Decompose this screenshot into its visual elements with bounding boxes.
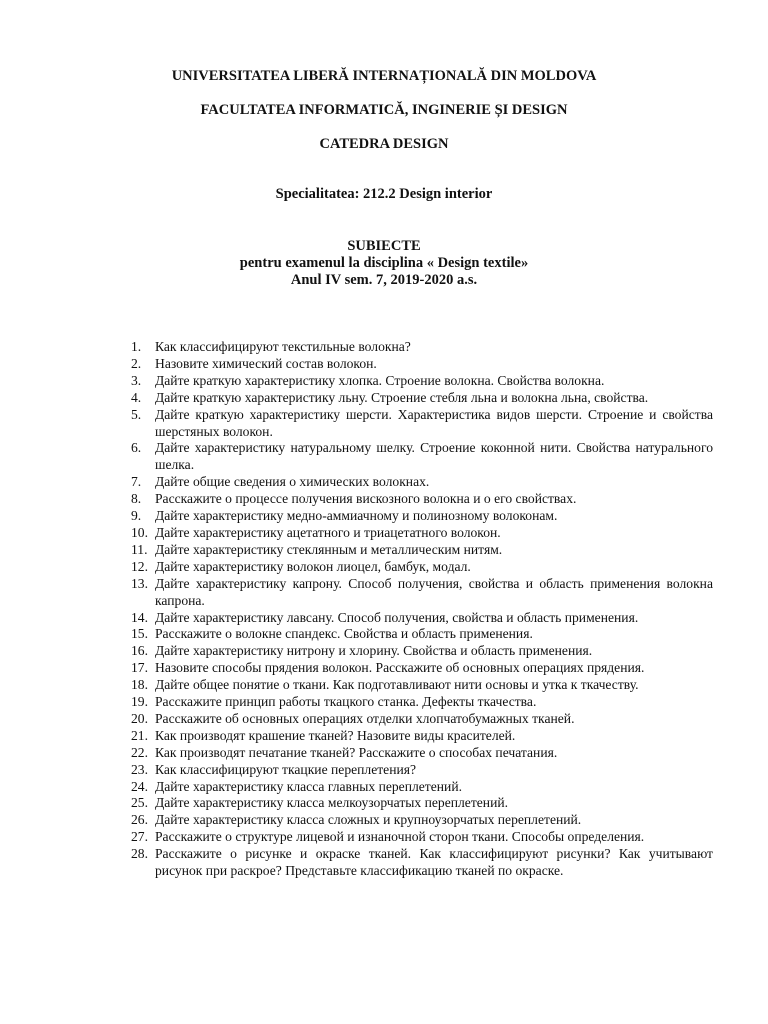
question-number: 21. [131, 727, 148, 743]
question-text: Дайте характеристику капрону. Способ получения, свойства и область применения волокна капрона. [155, 575, 713, 608]
question-number: 25. [131, 795, 148, 811]
question-number: 3. [131, 372, 142, 388]
question-item [0, 373, 713, 390]
question-number: 8. [131, 491, 142, 507]
question-number: 12. [131, 558, 148, 574]
question-number: 17. [131, 660, 148, 676]
question-number: 6. [131, 440, 142, 456]
question-text: Дайте характеристику нитрону и хлорину. Свойства и область применения. [155, 643, 593, 659]
question-number: 27. [131, 829, 148, 845]
question-number: 13. [131, 575, 148, 591]
question-item [0, 762, 713, 779]
question-text: Дайте характеристику натуральному шелку. Строение коконной нити. Свойства натурального шелка. [155, 440, 713, 473]
question-text: Дайте характеристику класса сложных и крупноузорчатых переплетений. [155, 812, 582, 828]
question-text: Дайте характеристику класса мелкоузорчатых переплетений. [155, 795, 509, 811]
question-item [0, 525, 713, 542]
question-item [0, 846, 713, 880]
question-number: 19. [131, 694, 148, 710]
question-item [0, 660, 713, 677]
question-item [0, 491, 713, 508]
question-item [0, 829, 713, 846]
question-item [0, 407, 713, 441]
question-text: Дайте краткую характеристику шерсти. Характеристика видов шерсти. Строение и свойства шерстяных волокон. [155, 406, 713, 439]
question-text: Как производят крашение тканей? Назовите виды красителей. [155, 727, 516, 743]
question-item [0, 812, 713, 829]
question-number: 2. [131, 355, 142, 371]
question-text: Дайте общие сведения о химических волокнах. [155, 474, 430, 490]
question-text: Дайте характеристику стеклянным и металлическим нитям. [155, 541, 503, 557]
question-list [0, 339, 768, 880]
question-item [0, 559, 713, 576]
question-number: 26. [131, 812, 148, 828]
question-item [0, 440, 713, 474]
question-number: 14. [131, 609, 148, 625]
question-text: Как производят печатание тканей? Расскажите о способах печатания. [155, 744, 558, 760]
question-item [0, 542, 713, 559]
question-text: Дайте характеристику ацетатного и триацетатного волокон. [155, 524, 501, 540]
question-item [0, 711, 713, 728]
university-name: UNIVERSITATEA LIBERĂ INTERNAȚIONALĂ DIN MOLDOVA [171, 68, 597, 84]
question-text: Дайте краткую характеристику льну. Строение стебля льна и волокна льна, свойства. [155, 389, 649, 405]
question-item [0, 508, 713, 525]
question-text: Как классифицируют текстильные волокна? [155, 339, 411, 354]
question-number: 22. [131, 744, 148, 760]
question-number: 28. [131, 846, 148, 862]
question-text: Дайте общее понятие о ткани. Как подготавливают нити основы и утка к ткачеству. [155, 677, 639, 693]
faculty-name: FACULTATEA INFORMATICĂ, INGINERIE ȘI DESIGN [200, 102, 568, 118]
question-number: 20. [131, 710, 148, 726]
question-item [0, 795, 713, 812]
question-item [0, 474, 713, 491]
question-item [0, 610, 713, 627]
question-item [0, 339, 713, 356]
specialty-line: Specialitatea: 212.2 Design interior [275, 186, 493, 202]
question-item [0, 677, 713, 694]
question-text: Дайте характеристику класса главных переплетений. [155, 778, 463, 794]
question-text: Дайте характеристику волокон лиоцел, бамбук, модал. [155, 558, 471, 574]
question-text: Назовите химический состав волокон. [155, 355, 377, 371]
question-number: 9. [131, 508, 142, 524]
question-item [0, 390, 713, 407]
department-name: CATEDRA DESIGN [319, 136, 449, 152]
question-item [0, 694, 713, 711]
question-number: 16. [131, 643, 148, 659]
question-text: Как классифицируют ткацкие переплетения? [155, 761, 417, 777]
question-item [0, 745, 713, 762]
discipline-line: pentru examenul la disciplina « Design textile» [239, 255, 529, 271]
question-item [0, 779, 713, 796]
question-number: 4. [131, 389, 142, 405]
question-item [0, 576, 713, 610]
question-text: Расскажите о процессе получения вискозного волокна и о его свойствах. [155, 491, 577, 507]
question-text: Расскажите о волокне спандекс. Свойства и область применения. [155, 626, 533, 642]
subject-title: SUBIECTE [347, 238, 421, 254]
question-text: Расскажите о рисунке и окраске тканей. Как классифицируют рисунки? Как учитывают рисунок при раскрое? Представьте классификацию тканей по окраске. [155, 846, 713, 879]
question-text: Дайте характеристику медно-аммиачному и полинозному волоконам. [155, 508, 558, 524]
question-item [0, 626, 713, 643]
question-number: 5. [131, 406, 142, 422]
question-number: 18. [131, 677, 148, 693]
question-text: Расскажите принцип работы ткацкого станка. Дефекты ткачества. [155, 694, 537, 710]
question-number: 7. [131, 474, 142, 490]
question-number: 15. [131, 626, 148, 642]
question-number: 11. [131, 541, 148, 557]
question-text: Назовите способы прядения волокон. Расскажите об основных операциях прядения. [155, 660, 645, 676]
question-number: 23. [131, 761, 148, 777]
question-number: 24. [131, 778, 148, 794]
question-text: Дайте характеристику лавсану. Способ получения, свойства и область применения. [155, 609, 639, 625]
question-item [0, 643, 713, 660]
question-item [0, 356, 713, 373]
question-text: Расскажите об основных операциях отделки хлопчатобумажных тканей. [155, 710, 575, 726]
question-number: 1. [131, 339, 142, 354]
question-number: 10. [131, 524, 148, 540]
academic-year-line: Anul IV sem. 7, 2019-2020 a.s. [290, 272, 478, 288]
question-text: Расскажите о структуре лицевой и изнаночной сторон ткани. Способы определения. [155, 829, 645, 845]
question-text: Дайте краткую характеристику хлопка. Строение волокна. Свойства волокна. [155, 372, 605, 388]
question-item [0, 728, 713, 745]
